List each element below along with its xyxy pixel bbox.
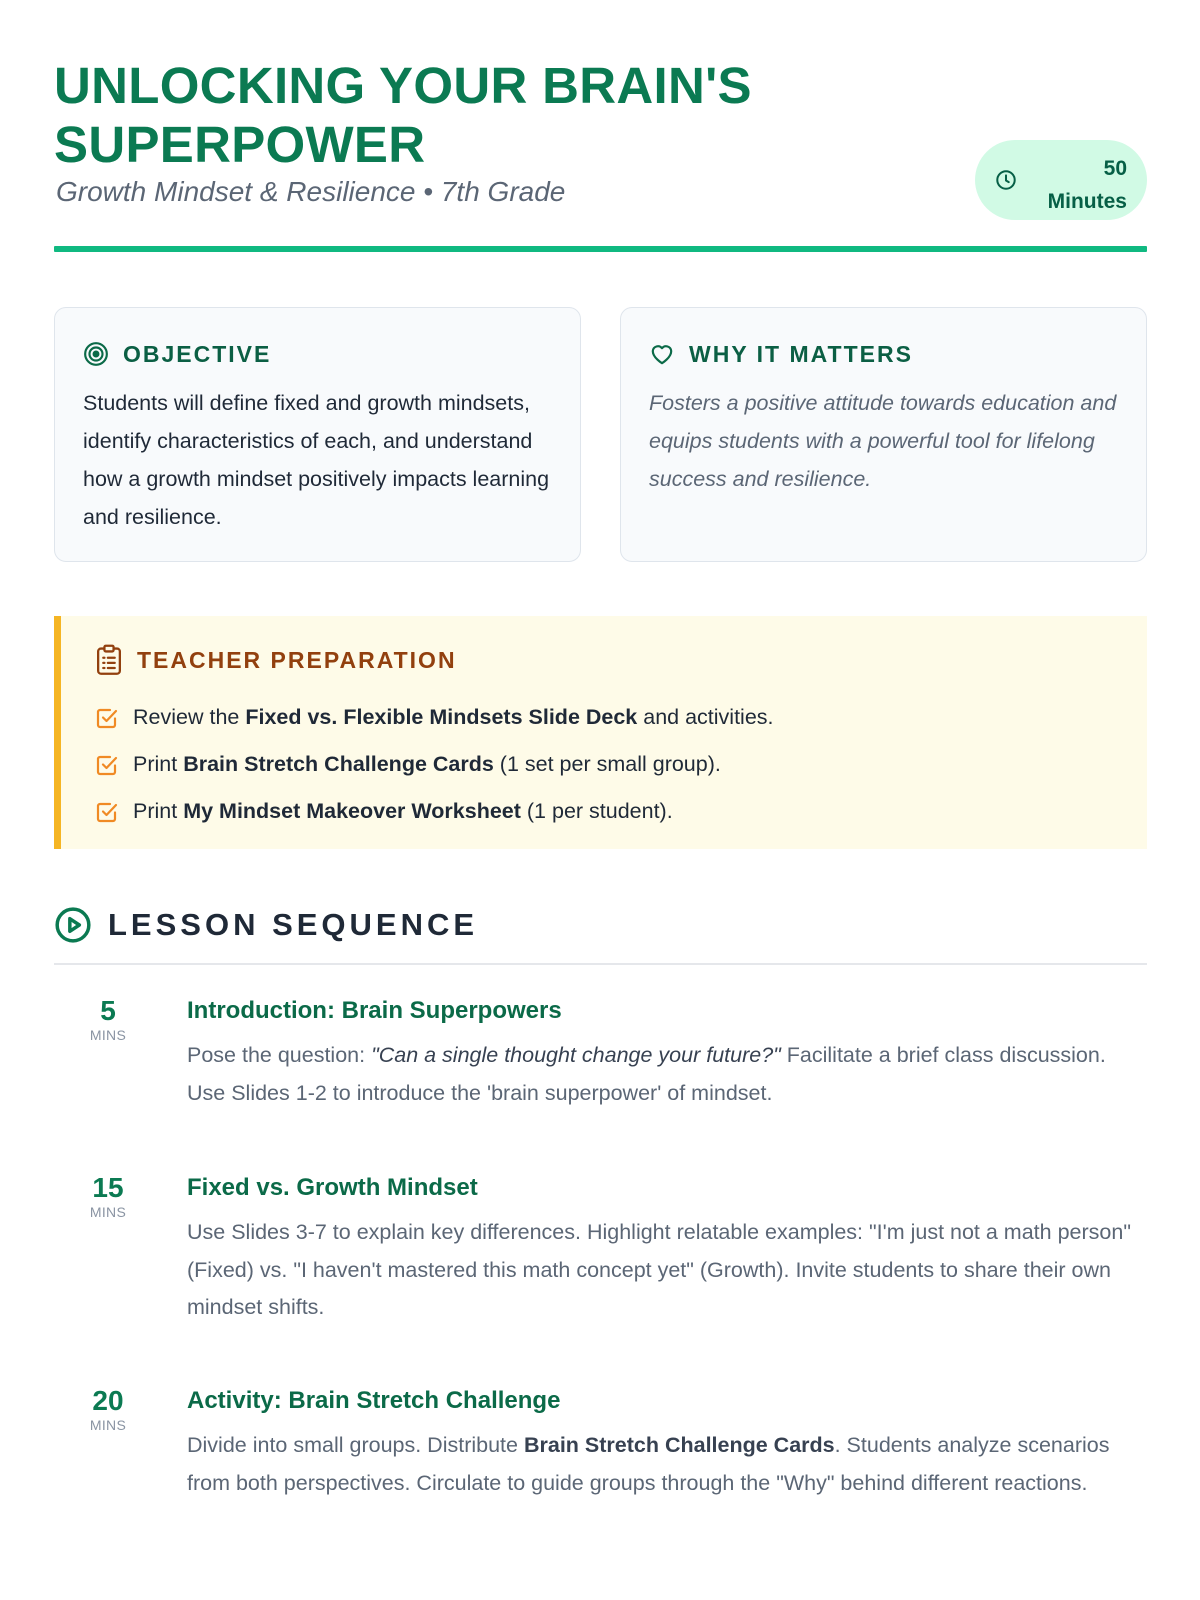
step-duration [80, 995, 136, 1043]
target-icon [83, 341, 109, 367]
step-description [187, 1427, 1147, 1502]
step-description: Use Slides 3-7 to explain key differences. Highlight relatable examples: "I'm just not a math person" (Fixed) vs. "I haven't mastered this math concept yet" (Growth). Invite students to share their own mindset shifts. [187, 1220, 1131, 1319]
header [54, 56, 1147, 254]
step-duration [80, 1385, 136, 1433]
header-divider [54, 246, 1147, 252]
prep-item-text-pre: Print [133, 799, 184, 823]
prep-item-text [133, 799, 673, 824]
checkbox-checked-icon [95, 706, 119, 730]
lesson-plan-page [54, 0, 1147, 1600]
heart-icon [649, 341, 675, 367]
prep-item-text-bold: My Mindset Makeover Worksheet [183, 799, 521, 823]
step-unit: MINS [89, 1204, 127, 1220]
step-minutes: 15 [92, 1172, 124, 1203]
step-description-pre: Pose the question: [187, 1043, 372, 1067]
duration-value: 50 [1103, 157, 1127, 180]
objective-card [54, 307, 581, 562]
teacher-preparation-box [54, 616, 1147, 849]
prep-item-text-post: (1 per student). [520, 799, 673, 823]
step-title: Fixed vs. Growth Mindset [187, 1174, 478, 1201]
clock-icon [995, 169, 1017, 191]
prep-item-text-pre: Print [133, 752, 184, 776]
prep-item-text [133, 705, 774, 730]
step-description [187, 1037, 1147, 1112]
duration-unit: Minutes [1047, 190, 1127, 213]
step-minutes: 20 [92, 1385, 124, 1416]
step-description-post: Facilitate a brief class discussion. Use Slides 1-2 to introduce the 'brain superpower' of mindset. [187, 1043, 1106, 1105]
prep-item-text [133, 752, 721, 777]
objective-text: Students will define fixed and growth mindsets, identify characteristics of each, and understand how a growth mindset positively impacts learning and resilience. [83, 391, 550, 529]
prep-header [95, 643, 457, 677]
step-duration [80, 1172, 136, 1220]
prep-item-text-pre: Review the [133, 705, 246, 729]
clipboard-icon [95, 644, 123, 676]
step-description-pre: Divide into small groups. Distribute [187, 1433, 524, 1457]
prep-item [95, 788, 774, 835]
step-unit: MINS [89, 1417, 127, 1433]
why-it-matters-card [620, 307, 1147, 562]
step-unit: MINS [89, 1027, 127, 1043]
play-circle-icon [54, 906, 92, 944]
page-title: UNLOCKING YOUR BRAIN'S SUPERPOWER [54, 57, 752, 173]
page-subtitle: Growth Mindset & Resilience • 7th Grade [56, 176, 566, 207]
prep-item-text-post: (1 set per small group). [493, 752, 721, 776]
step-title: Activity: Brain Stretch Challenge [187, 1387, 561, 1414]
objective-header [83, 340, 271, 368]
lesson-sequence-divider [54, 963, 1147, 965]
step-title: Introduction: Brain Superpowers [187, 997, 562, 1024]
duration-badge [975, 140, 1147, 220]
checkbox-checked-icon [95, 800, 119, 824]
lesson-sequence-title: LESSON SEQUENCE [108, 907, 479, 942]
lesson-sequence-header [54, 905, 478, 945]
step-description-bold: Brain Stretch Challenge Cards [523, 1433, 835, 1457]
why-text: Fosters a positive attitude towards education and equips students with a powerful tool for lifelong success and resilience. [649, 391, 1117, 491]
prep-item-text-post: and activities. [637, 705, 774, 729]
prep-item [95, 694, 774, 741]
step-description-quote: "Can a single thought change your future?" [371, 1043, 781, 1067]
prep-title: TEACHER PREPARATION [137, 646, 457, 673]
prep-list [95, 694, 774, 835]
prep-item-text-bold: Brain Stretch Challenge Cards [183, 752, 494, 776]
why-title: WHY IT MATTERS [689, 340, 913, 367]
duration-text [1048, 152, 1127, 218]
objective-title: OBJECTIVE [123, 340, 272, 367]
checkbox-checked-icon [95, 753, 119, 777]
prep-item-text-bold: Fixed vs. Flexible Mindsets Slide Deck [245, 705, 638, 729]
step-description-post: . Students analyze scenarios from both perspectives. Circulate to guide groups through the "Why" behind different reactions. [187, 1433, 1110, 1495]
prep-item [95, 741, 774, 788]
why-header [649, 340, 913, 368]
step-minutes: 5 [100, 995, 116, 1026]
